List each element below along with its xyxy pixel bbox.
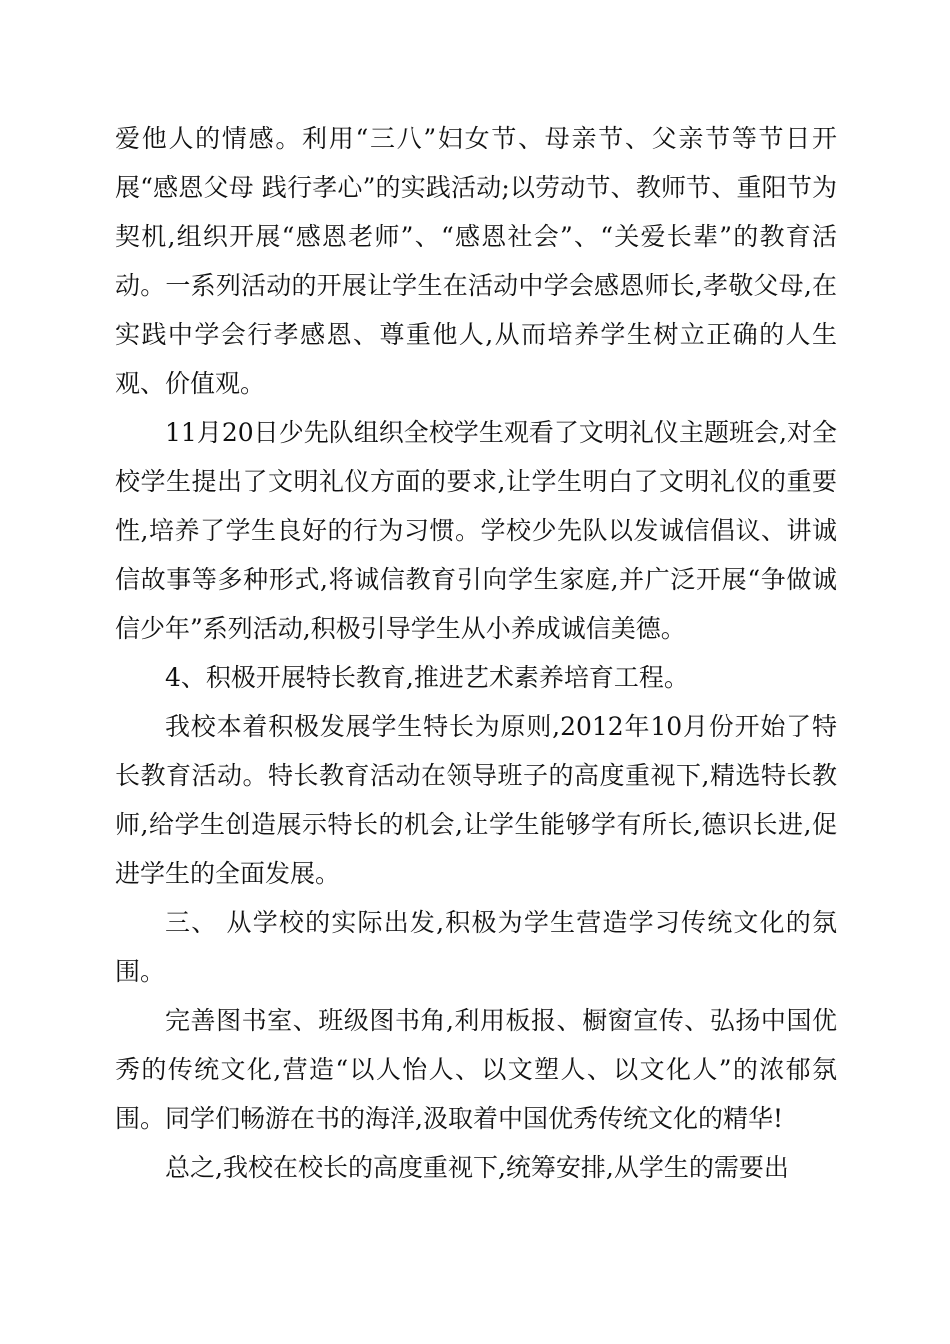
paragraph-library: 完善图书室、班级图书角,利用板报、橱窗宣传、弘扬中国优秀的传统文化,营造“以人怡人、以文塑人、以文化人”的浓郁氛围。同学们畅游在书的海洋,汲取着中国优秀传统文化的精华! bbox=[115, 1006, 837, 1133]
paragraph-continued-gratitude: 爱他人的情感。利用“三八”妇女节、母亲节、父亲节等节日开展“感恩父母 践行孝心”的实践活动;以劳动节、教师节、重阳节为契机,组织开展“感恩老师”、“感恩社会”、“关爱长辈”的教育活动。一系列活动的开展让学生在活动中学会感恩师长,孝敬父母,在实践中学会行孝感恩、尊重他人,从而培养学生树立正确的人生观、价值观。 bbox=[115, 124, 837, 398]
paragraph-etiquette: 11月20日少先队组织全校学生观看了文明礼仪主题班会,对全校学生提出了文明礼仪方面的要求,让学生明白了文明礼仪的重要性,培养了学生良好的行为习惯。学校少先队以发诚信倡议、讲诚信故事等多种形式,将诚信教育引向学生家庭,并广泛开展“争做诚信少年”系列活动,积极引导学生从小养成诚信美德。 bbox=[115, 418, 837, 643]
section-heading-4: 4、积极开展特长教育,推进艺术素养培育工程。 bbox=[165, 663, 689, 692]
body-text bbox=[115, 114, 837, 1192]
paragraph-specialty: 我校本着积极发展学生特长为原则,2012年10月份开始了特长教育活动。特长教育活动在领导班子的高度重视下,精选特长教师,给学生创造展示特长的机会,让学生能够学有所长,德识长进,促进学生的全面发展。 bbox=[115, 712, 837, 888]
paragraph-summary: 总之,我校在校长的高度重视下,统筹安排,从学生的需要出 bbox=[165, 1153, 789, 1182]
section-heading-3: 三、 从学校的实际出发,积极为学生营造学习传统文化的氛围。 bbox=[115, 908, 837, 986]
